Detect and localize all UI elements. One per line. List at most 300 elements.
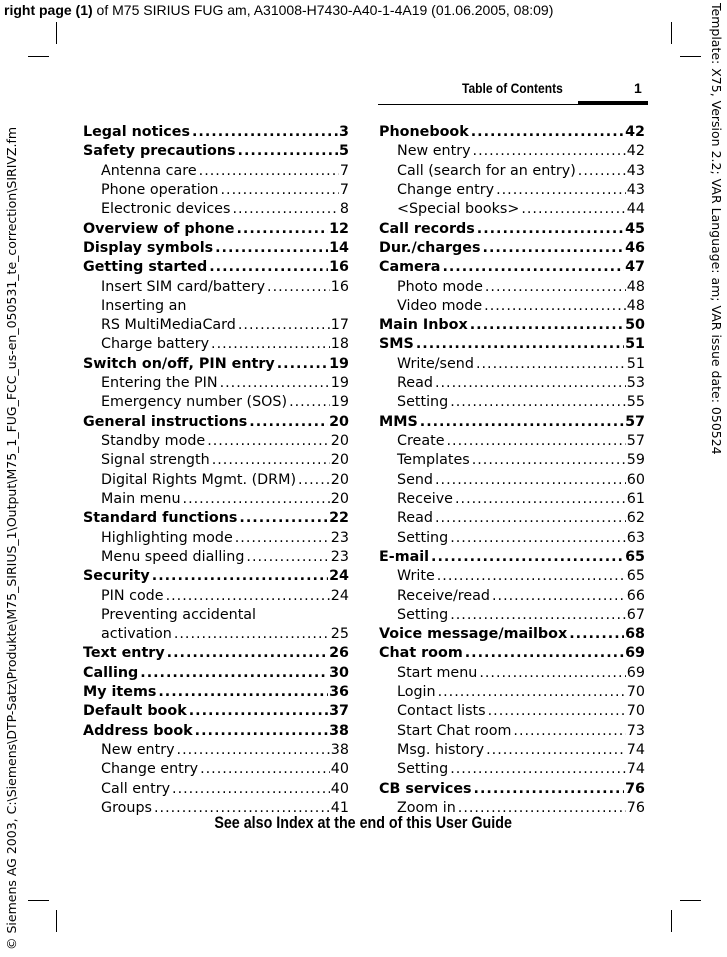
toc-entry-label: New entry [397, 143, 471, 160]
side-file-path: © Siemens AG 2003, C:\Siemens\DTP-Satz\Produkte\M75_SIRIUS_1\Output\M75_1_FUG_FCC_us-en_050531_te_correction\SIRIVZ.fm [4, 126, 19, 950]
toc-entry-page: 16 [330, 278, 349, 295]
toc-entry[interactable] [379, 316, 645, 335]
toc-entry-page: 20 [330, 471, 349, 488]
toc-leader-dots [187, 702, 328, 721]
index-note [0, 813, 727, 833]
toc-entry-label: Contact lists [397, 703, 486, 720]
crop-mark [680, 56, 701, 57]
toc-entry-page: 26 [329, 645, 349, 662]
toc-entry-label: Read [397, 510, 433, 527]
index-note-text: See also Index at the end of this User Guide [214, 813, 513, 832]
toc-leader-dots [453, 490, 626, 509]
toc-entry[interactable] [379, 741, 645, 760]
toc-entry-page: 65 [626, 568, 645, 585]
toc-entry[interactable] [83, 181, 349, 200]
toc-entry-page: 61 [626, 490, 645, 507]
toc-entry-label: Electronic devices [101, 201, 231, 218]
toc-leader-dots [247, 413, 328, 432]
print-header [4, 1, 724, 19]
toc-leader-dots [472, 780, 625, 799]
toc-entry[interactable] [379, 451, 645, 470]
toc-entry-label: Voice message/mailbox [379, 626, 568, 643]
toc-leader-dots [172, 625, 330, 644]
toc-leader-dots [218, 374, 330, 393]
toc-leader-dots [296, 471, 330, 490]
toc-entry-label: Entering the PIN [101, 375, 218, 392]
toc-entry-page: 23 [330, 548, 349, 565]
toc-entry-page: 73 [626, 722, 645, 739]
toc-entry[interactable] [83, 760, 349, 779]
toc-entry-label: Camera [379, 259, 441, 276]
toc-leader-dots [181, 490, 330, 509]
toc-entry-page: 20 [329, 413, 349, 430]
toc-entry-page: 36 [329, 684, 349, 701]
toc-entry[interactable] [83, 471, 349, 490]
toc-entry-page: 62 [626, 510, 645, 527]
toc-entry-label: Insert SIM card/battery [101, 278, 266, 295]
toc-entry[interactable] [83, 509, 349, 528]
toc-entry-label: Digital Rights Mgmt. (DRM) [101, 471, 297, 488]
toc-entry-page: 70 [626, 703, 645, 720]
toc-leader-dots [193, 722, 328, 741]
toc-leader-dots [236, 142, 339, 161]
toc-leader-dots [207, 258, 328, 277]
toc-entry[interactable] [83, 432, 349, 451]
toc-entry-page: 55 [626, 394, 645, 411]
toc-leader-dots [576, 162, 626, 181]
print-header-source: of M75 SIRIUS FUG am, A31008-H7430-A40-1-4A19 (01.06.2005, 08:09) [92, 2, 554, 18]
toc-entry[interactable] [379, 123, 645, 142]
toc-entry[interactable] [379, 664, 645, 683]
toc-leader-dots [175, 741, 330, 760]
toc-entry-page: 70 [626, 684, 645, 701]
toc-leader-dots [287, 393, 330, 412]
toc-entry-label: Inserting an [101, 297, 187, 314]
toc-entry-page: 20 [330, 433, 349, 449]
page-number: 1 [634, 80, 642, 96]
toc-entry[interactable] [379, 162, 645, 181]
toc-leader-dots [445, 432, 626, 451]
toc-entry[interactable] [83, 722, 349, 741]
toc-entry-page: 42 [625, 124, 645, 140]
toc-entry[interactable] [379, 722, 645, 741]
toc-leader-dots [448, 529, 626, 548]
toc-entry[interactable] [379, 780, 645, 799]
toc-entry[interactable] [379, 374, 645, 393]
toc-leader-dots [470, 451, 626, 470]
crop-mark [56, 22, 57, 44]
toc-entry-label: Emergency number (SOS) [101, 394, 288, 411]
toc-entry-page: 38 [329, 722, 349, 739]
toc-entry[interactable] [83, 393, 349, 412]
toc-leader-dots [471, 142, 626, 161]
crop-mark [56, 910, 57, 932]
toc-entry-page: 66 [626, 587, 645, 604]
crop-mark [671, 910, 672, 932]
toc-entry-page: 65 [625, 548, 645, 565]
toc-leader-dots [156, 683, 328, 702]
toc-leader-dots [511, 722, 625, 741]
toc-leader-dots [483, 278, 626, 297]
toc-entry-label: Setting [397, 606, 449, 623]
toc-entry-label: Groups [101, 799, 152, 816]
toc-leader-dots [433, 509, 626, 528]
toc-entry-page: 69 [625, 645, 645, 662]
toc-entry-page: 38 [330, 742, 349, 758]
toc-entry[interactable] [379, 548, 645, 567]
toc-entry-page: 45 [625, 220, 645, 237]
toc-entry-label: Msg. history [397, 742, 485, 758]
toc-entry-page: 47 [625, 259, 645, 276]
toc-leader-dots [233, 529, 330, 548]
toc-entry-label: Display symbols [83, 239, 214, 256]
toc-entry-page: 20 [330, 452, 349, 469]
toc-leader-dots [567, 625, 624, 644]
toc-entry-page: 19 [330, 375, 349, 392]
toc-leader-dots [433, 374, 626, 393]
toc-entry-page: 30 [329, 664, 349, 681]
toc-leader-dots [170, 780, 330, 799]
toc-leader-dots [433, 471, 626, 490]
toc-entry[interactable] [83, 451, 349, 470]
toc-leader-dots [486, 702, 626, 721]
toc-leader-dots [448, 760, 626, 779]
toc-leader-dots [190, 123, 338, 142]
toc-entry-label: Security [83, 568, 150, 585]
toc-entry-label: activation [101, 626, 172, 643]
toc-entry-label: <Special books> [397, 201, 520, 218]
toc-leader-dots [474, 355, 626, 374]
toc-leader-dots [234, 220, 328, 239]
toc-leader-dots [435, 567, 626, 586]
toc-entry-page: 57 [626, 433, 645, 449]
toc-leader-dots [209, 335, 330, 354]
toc-entry-page: 74 [626, 742, 645, 758]
toc-left-column [83, 123, 349, 818]
toc-entry-label: Dur./charges [379, 239, 481, 256]
toc-entry-label: Setting [397, 394, 449, 411]
toc-entry-label: CB services [379, 780, 472, 797]
toc-leader-dots [237, 509, 328, 528]
toc-entry-page: 76 [626, 799, 645, 816]
toc-leader-dots [265, 278, 330, 297]
crop-mark [680, 900, 701, 901]
toc-entry[interactable] [379, 471, 645, 490]
toc-entry-page: 51 [626, 355, 645, 372]
toc-entry[interactable] [83, 548, 349, 567]
toc-entry[interactable] [83, 529, 349, 548]
toc-leader-dots [448, 606, 626, 625]
toc-entry[interactable] [379, 297, 645, 316]
toc-entry-label: Setting [397, 761, 449, 778]
toc-entry[interactable] [379, 509, 645, 528]
toc-entry-label: Main menu [101, 490, 181, 507]
toc-entry[interactable] [83, 335, 349, 354]
toc-entry-page: 7 [339, 162, 349, 179]
toc-entry-page: 43 [626, 162, 645, 179]
toc-entry-label: Main Inbox [379, 317, 468, 334]
toc-entry[interactable] [83, 297, 349, 316]
print-header-page: right page (1) [4, 2, 93, 18]
toc-leader-dots [236, 316, 330, 335]
toc-entry-page: 25 [330, 626, 349, 643]
toc-entry-label: Highlighting mode [101, 529, 233, 546]
toc-entry-page: 18 [330, 336, 349, 353]
toc-leader-dots [414, 335, 624, 354]
toc-entry-page: 23 [330, 529, 349, 546]
toc-leader-dots [165, 644, 328, 663]
toc-entry-page: 37 [329, 703, 349, 720]
toc-entry-label: RS MultiMediaCard [101, 317, 236, 334]
toc-entry-page: 40 [330, 780, 349, 797]
toc-entry-page: 8 [339, 201, 349, 218]
toc-entry[interactable] [83, 239, 349, 258]
toc-entry[interactable] [83, 664, 349, 683]
toc-leader-dots [519, 200, 625, 219]
toc-entry-label: Change entry [101, 761, 199, 778]
toc-leader-dots [436, 683, 626, 702]
toc-leader-dots [164, 587, 330, 606]
toc-entry-page: 7 [339, 181, 349, 198]
toc-entry[interactable] [83, 587, 349, 606]
toc-entry[interactable] [83, 123, 349, 142]
toc-entry-label: Safety precautions [83, 143, 236, 160]
toc-entry[interactable] [83, 374, 349, 393]
toc-entry[interactable] [379, 355, 645, 374]
toc-entry[interactable] [83, 258, 349, 277]
toc-entry-label: SMS [379, 336, 414, 353]
toc-entry-label: MMS [379, 413, 418, 430]
toc-entry-page: 68 [625, 626, 645, 643]
toc-entry-label: Signal strength [101, 452, 210, 469]
toc-entry-label: Photo mode [397, 278, 483, 295]
toc-entry-label: Address book [83, 722, 193, 739]
toc-leader-dots [494, 181, 626, 200]
toc-entry-page: 40 [330, 761, 349, 778]
toc-entry[interactable] [83, 780, 349, 799]
toc-entry-page: 42 [626, 143, 645, 160]
toc-entry-label: Write [397, 568, 435, 585]
toc-leader-dots [198, 760, 330, 779]
toc-entry[interactable] [83, 490, 349, 509]
toc-entry-label: Write/send [397, 355, 474, 372]
toc-entry-page: 63 [626, 529, 645, 546]
toc-entry-label: New entry [101, 742, 175, 758]
toc-entry[interactable] [379, 587, 645, 606]
toc-entry-page: 76 [625, 780, 645, 797]
crop-mark [28, 900, 49, 901]
toc-leader-dots [463, 644, 624, 663]
toc-entry-label: Call records [379, 220, 475, 237]
header-rule-accent [578, 101, 648, 105]
toc-entry-label: Default book [83, 703, 187, 720]
toc-entry[interactable] [83, 316, 349, 335]
toc-entry[interactable] [379, 644, 645, 663]
toc-right-column [379, 123, 645, 818]
toc-entry-label: Start menu [397, 664, 478, 681]
toc-entry[interactable] [379, 142, 645, 161]
toc-entry[interactable] [83, 162, 349, 181]
toc-entry-page: 48 [626, 278, 645, 295]
toc-entry-label: Antenna care [101, 162, 197, 179]
toc-entry-label: Templates [397, 452, 470, 469]
toc-entry[interactable] [379, 335, 645, 354]
toc-entry-label: Phonebook [379, 124, 469, 140]
toc-entry-page: 24 [330, 587, 349, 604]
toc-leader-dots [210, 451, 330, 470]
toc-entry[interactable] [379, 567, 645, 586]
toc-leader-dots [205, 432, 330, 451]
toc-entry-page: 57 [625, 413, 645, 430]
toc-leader-dots [448, 393, 626, 412]
toc-leader-dots [218, 181, 338, 200]
toc-leader-dots [477, 664, 625, 683]
toc-entry-label: PIN code [101, 587, 164, 604]
toc-entry[interactable] [83, 702, 349, 721]
toc-entry-label: Legal notices [83, 124, 190, 140]
toc-entry[interactable] [83, 200, 349, 219]
toc-entry-label: Preventing accidental [101, 606, 257, 623]
toc-entry[interactable] [379, 702, 645, 721]
toc-entry[interactable] [83, 413, 349, 432]
toc-entry-label: Zoom in [397, 799, 456, 816]
toc-entry-label: Phone operation [101, 181, 219, 198]
toc-leader-dots [197, 162, 339, 181]
toc-entry-page: 16 [329, 259, 349, 276]
toc-entry-page: 74 [626, 761, 645, 778]
toc-entry[interactable] [379, 393, 645, 412]
toc-entry-label: Call entry [101, 780, 171, 797]
toc-entry-label: Switch on/off, PIN entry [83, 355, 275, 372]
toc-entry-label: General instructions [83, 413, 248, 430]
toc-entry-page: 48 [626, 297, 645, 314]
toc-entry-label: Setting [397, 529, 449, 546]
toc-entry[interactable] [379, 432, 645, 451]
crop-mark [28, 56, 49, 57]
toc-entry-label: Send [397, 471, 434, 488]
toc-entry[interactable] [379, 606, 645, 625]
toc-entry-label: Call (search for an entry) [397, 162, 576, 179]
toc-entry[interactable] [379, 239, 645, 258]
toc-entry[interactable] [379, 683, 645, 702]
toc-entry[interactable] [83, 741, 349, 760]
toc-entry[interactable] [83, 567, 349, 586]
toc-entry-page: 67 [626, 606, 645, 623]
toc-entry-label: Menu speed dialling [101, 548, 245, 565]
toc-entry-page: 53 [626, 375, 645, 392]
toc-leader-dots [213, 239, 328, 258]
toc-entry[interactable] [379, 760, 645, 779]
crop-mark [671, 22, 672, 44]
toc-entry[interactable] [83, 142, 349, 161]
toc-leader-dots [275, 355, 328, 374]
toc-entry-page: 41 [330, 799, 349, 816]
toc-entry-label: Getting started [83, 259, 208, 276]
toc-leader-dots [482, 297, 626, 316]
toc-leader-dots [150, 567, 328, 586]
toc-entry-page: 44 [626, 201, 645, 218]
toc-entry-page: 14 [329, 239, 349, 256]
toc-entry-label: Overview of phone [83, 220, 235, 237]
toc-entry[interactable] [379, 490, 645, 509]
toc-entry-label: Read [397, 375, 433, 392]
toc-entry-label: Text entry [83, 645, 165, 662]
toc-leader-dots [440, 258, 624, 277]
toc-entry-page: 50 [625, 317, 645, 334]
toc-entry[interactable] [379, 258, 645, 277]
toc-entry[interactable] [83, 644, 349, 663]
toc-entry[interactable] [83, 355, 349, 374]
toc-leader-dots [490, 587, 626, 606]
toc-entry-label: Receive/read [397, 587, 490, 604]
toc-entry-page: 60 [626, 471, 645, 488]
toc-leader-dots [468, 316, 624, 335]
toc-entry-page: 51 [625, 336, 645, 353]
toc-entry-page: 22 [329, 510, 349, 527]
toc-leader-dots [244, 548, 329, 567]
toc-entry[interactable] [83, 220, 349, 239]
toc-leader-dots [418, 413, 624, 432]
toc-leader-dots [484, 741, 626, 760]
side-template-info: Template: X75, Version 2.2; VAR Language: am; VAR issue date: 050524 [709, 3, 724, 455]
toc-entry[interactable] [379, 529, 645, 548]
toc-entry-label: Chat room [379, 645, 463, 662]
toc-entry-page: 46 [625, 239, 645, 256]
toc-entry[interactable] [83, 683, 349, 702]
toc-entry[interactable] [83, 606, 349, 625]
toc-entry[interactable] [83, 625, 349, 644]
toc-entry-page: 24 [329, 568, 349, 585]
toc-entry-page: 69 [626, 664, 645, 681]
toc-entry-label: Calling [83, 664, 139, 681]
toc-entry-page: 12 [329, 220, 349, 237]
toc-entry[interactable] [379, 220, 645, 239]
toc-entry-page: 20 [330, 490, 349, 507]
toc-entry[interactable] [379, 200, 645, 219]
toc-entry-page: 17 [330, 317, 349, 334]
toc-entry-label: Create [397, 433, 445, 449]
toc-leader-dots [475, 220, 624, 239]
toc-entry[interactable] [379, 625, 645, 644]
toc-entry-label: My items [83, 684, 157, 701]
toc-entry-label: Charge battery [101, 336, 210, 353]
toc-entry-label: E-mail [379, 548, 430, 565]
toc-entry-page: 59 [626, 452, 645, 469]
toc-entry-label: Start Chat room [397, 722, 512, 739]
toc-entry-page: 43 [626, 181, 645, 198]
toc-entry-label: Standby mode [101, 433, 206, 449]
toc-entry[interactable] [83, 278, 349, 297]
toc-entry-page: 19 [330, 394, 349, 411]
toc-leader-dots [481, 239, 625, 258]
toc-entry-label: Login [397, 684, 436, 701]
toc-leader-dots [230, 200, 338, 219]
toc-leader-dots [429, 548, 624, 567]
toc-leader-dots [469, 123, 624, 142]
toc-entry[interactable] [379, 413, 645, 432]
toc-entry-page: 19 [329, 355, 349, 372]
toc-leader-dots [138, 664, 328, 683]
toc-entry[interactable] [379, 181, 645, 200]
toc-entry[interactable] [379, 278, 645, 297]
toc-entry-label: Standard functions [83, 510, 238, 527]
toc-entry-label: Video mode [397, 297, 483, 314]
toc-entry-page: 5 [339, 143, 349, 160]
toc-entry-page: 3 [339, 124, 349, 140]
toc-entry-label: Receive [397, 490, 453, 507]
section-title: Table of Contents [462, 80, 563, 96]
toc-entry-label: Change entry [397, 181, 495, 198]
